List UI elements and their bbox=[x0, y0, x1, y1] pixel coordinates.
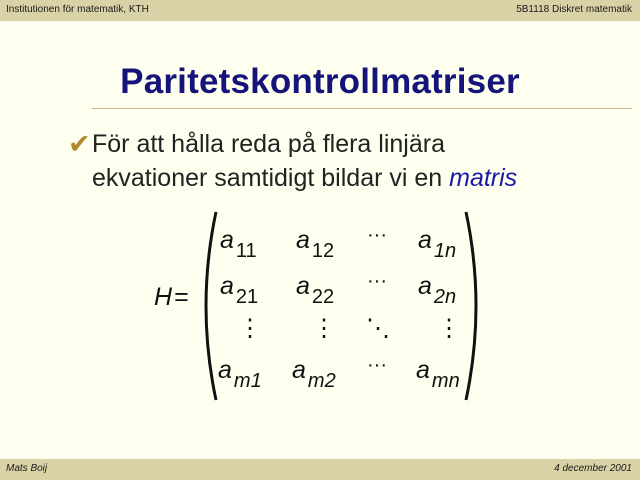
matrix-lhs bbox=[154, 283, 189, 312]
hdots-row1: ··· bbox=[367, 224, 387, 246]
right-parenthesis bbox=[466, 212, 476, 400]
equals-sign: = bbox=[174, 283, 189, 311]
cell-base: a bbox=[220, 226, 234, 254]
hdots-row4: ··· bbox=[367, 354, 387, 376]
vdots-col1: ⋮ bbox=[238, 315, 262, 342]
cell-subscript: 21 bbox=[235, 286, 259, 308]
vdots-col2: ⋮ bbox=[312, 315, 336, 342]
cell-subscript: mn bbox=[431, 370, 460, 392]
cell-base: a bbox=[418, 226, 432, 254]
ddots-center: ⋱ bbox=[366, 315, 390, 342]
cell-am2 bbox=[292, 356, 336, 392]
cell-a12 bbox=[296, 226, 335, 262]
left-parenthesis bbox=[206, 212, 216, 400]
footer-author: Mats Boij bbox=[6, 463, 48, 474]
cell-base: a bbox=[220, 272, 234, 300]
cell-subscript: m2 bbox=[307, 370, 336, 392]
cell-subscript: 1n bbox=[433, 240, 457, 262]
cell-a2n bbox=[418, 272, 457, 308]
cell-base: a bbox=[218, 356, 232, 384]
bullet-text-line2-prefix: ekvationer samtidigt bildar vi en bbox=[92, 164, 450, 192]
header-course: 5B1118 Diskret matematik bbox=[516, 4, 632, 15]
cell-amn bbox=[416, 356, 460, 392]
footer-bar bbox=[0, 459, 640, 480]
slide-title: Paritetskontrollmatriser bbox=[120, 62, 520, 101]
cell-base: a bbox=[416, 356, 430, 384]
emphasis-matris: matris bbox=[449, 164, 518, 192]
footer-date: 4 december 2001 bbox=[554, 463, 632, 474]
bullet-text-line1: För att hålla reda på flera linjära bbox=[92, 130, 445, 158]
cell-subscript: 22 bbox=[311, 286, 335, 308]
cell-subscript: 11 bbox=[235, 240, 257, 262]
lhs-symbol: H bbox=[154, 283, 173, 311]
cell-a21 bbox=[220, 272, 259, 308]
cell-base: a bbox=[292, 356, 306, 384]
cell-subscript: 2n bbox=[433, 286, 457, 308]
cell-subscript: m1 bbox=[233, 370, 262, 392]
header-institution: Institutionen för matematik, KTH bbox=[6, 4, 149, 15]
checkmark-icon: ✔ bbox=[68, 129, 91, 159]
cell-base: a bbox=[296, 272, 310, 300]
cell-base: a bbox=[296, 226, 310, 254]
cell-a1n bbox=[418, 226, 457, 262]
vdots-col4: ⋮ bbox=[437, 315, 461, 342]
cell-am1 bbox=[218, 356, 262, 392]
cell-a22 bbox=[296, 272, 335, 308]
cell-subscript: 12 bbox=[311, 240, 335, 262]
cell-a11 bbox=[220, 226, 257, 262]
hdots-row2: ··· bbox=[367, 270, 387, 292]
cell-base: a bbox=[418, 272, 432, 300]
